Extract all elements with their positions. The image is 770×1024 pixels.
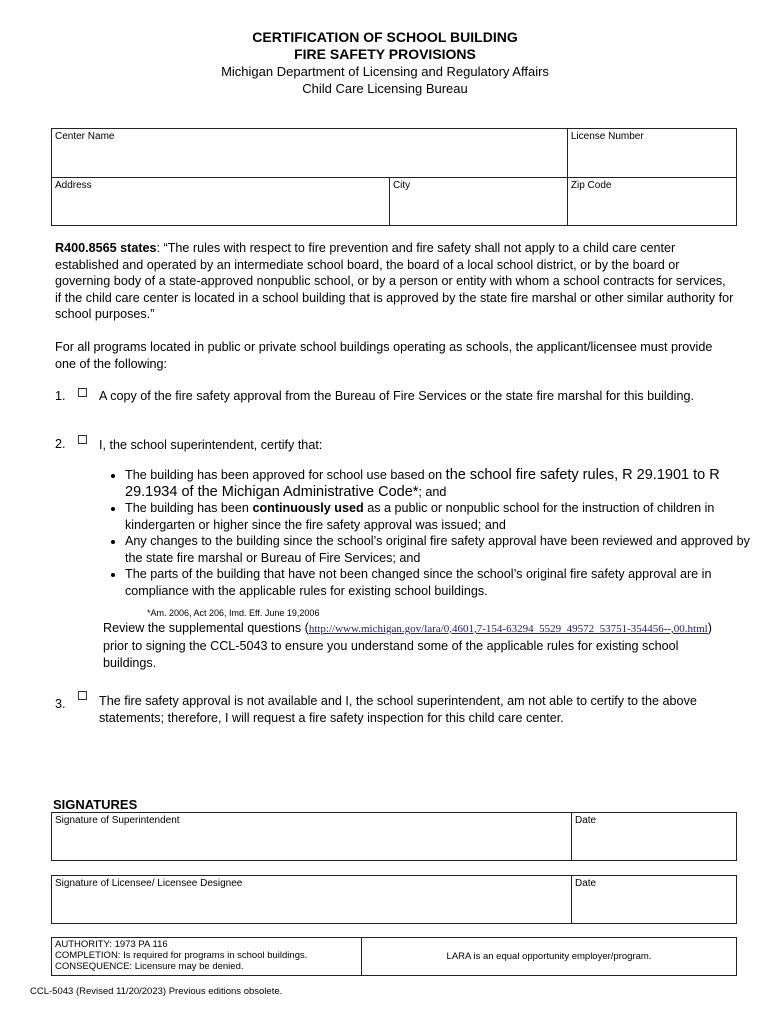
city-field[interactable]	[389, 178, 567, 226]
option-1-number: 1.	[55, 389, 66, 403]
option-2-text: I, the school superintendent, certify that:	[99, 438, 323, 452]
eeo-statement: LARA is an equal opportunity employer/program.	[362, 938, 737, 976]
form-title-line1: CERTIFICATION OF SCHOOL BUILDING	[252, 29, 518, 45]
address-field[interactable]	[52, 178, 390, 226]
option-3-checkbox[interactable]	[78, 691, 87, 700]
consequence-line: CONSEQUENCE: Licensure may be denied.	[55, 961, 244, 972]
authority-cell	[52, 938, 362, 976]
rule-label: R400.8565 states	[55, 241, 157, 255]
option-2-checkbox[interactable]	[78, 435, 87, 444]
form-footer: CCL-5043 (Revised 11/20/2023) Previous editions obsolete.	[30, 986, 283, 997]
license-number-field[interactable]	[567, 129, 736, 178]
zip-code-label: Zip Code	[570, 180, 612, 191]
review-paragraph: Review the supplemental questions (http://www.michigan.gov/lara/0,4601,7-154-63294_5529_49572_53751-354456--,00.html) prior to signing the CCL-5043 to ensure you understand some of the applicable rules for existing school buildings.	[103, 621, 712, 670]
completion-line: COMPLETION: Is required for programs in school buildings.	[55, 950, 308, 961]
bullet-item: • The building has been continuously used as a public or nonpublic school for the instruction of children in kindergarten or higher since the fire safety approval was issued; and	[125, 500, 750, 533]
licensee-date-field[interactable]	[572, 876, 737, 924]
intro-paragraph: For all programs located in public or private school buildings operating as schools, the applicant/licensee must provide one of the following:	[55, 340, 713, 371]
authority-line: AUTHORITY: 1973 PA 116	[55, 939, 168, 950]
bullet-rule-reference: the school fire safety rules, R 29.1901 to R 29.1934 of the Michigan Administrative Code*	[125, 467, 720, 500]
bullet-item: • Any changes to the building since the school’s original fire safety approval have been reviewed and approved by the state fire marshal or Bureau of Fire Services; and	[125, 533, 750, 566]
center-name-label: Center Name	[55, 131, 115, 142]
licensee-signature-field[interactable]	[52, 876, 572, 924]
date-label: Date	[575, 878, 597, 889]
authority-table	[51, 937, 737, 976]
city-label: City	[392, 180, 411, 191]
date-label: Date	[575, 815, 597, 826]
option-3-text: The fire safety approval is not available and I, the school superintendent, am not able to certify to the above statements; therefore, I will request a fire safety inspection for this child care center.	[99, 694, 697, 725]
department-name: Michigan Department of Licensing and Regulatory Affairs	[221, 64, 549, 79]
option-1-checkbox[interactable]	[78, 388, 87, 397]
supplemental-questions-link[interactable]: http://www.michigan.gov/lara/0,4601,7-154-63294_5529_49572_53751-354456--,00.html	[308, 623, 708, 635]
bullet-item: • The parts of the building that have not been changed since the school’s original fire safety approval are in compliance with the applicable rules for existing school buildings.	[125, 566, 750, 599]
superintendent-signature-label: Signature of Superintendent	[55, 815, 180, 826]
center-name-field[interactable]	[52, 129, 568, 178]
address-label: Address	[55, 180, 92, 191]
continuously-used-emphasis: continuously used	[252, 501, 364, 515]
option-1-text: A copy of the fire safety approval from the Bureau of Fire Services or the state fire marshal for this building.	[99, 389, 694, 403]
rule-paragraph	[55, 240, 735, 323]
option-3-number: 3.	[55, 697, 66, 711]
option-2-number: 2.	[55, 437, 66, 451]
superintendent-signature-table	[51, 812, 737, 861]
signatures-heading: SIGNATURES	[53, 797, 138, 812]
licensee-signature-table	[51, 875, 737, 924]
superintendent-date-field[interactable]	[572, 813, 737, 861]
superintendent-signature-field[interactable]	[52, 813, 572, 861]
bullet-item: • The building has been approved for school use based on the school fire safety rules, R 29.1901 to R 29.1934 of the Michigan Administrative Code*; and	[125, 467, 750, 500]
bureau-name: Child Care Licensing Bureau	[302, 81, 468, 96]
zip-code-field[interactable]	[567, 178, 736, 226]
certification-bullet-list	[103, 467, 750, 599]
form-title-line2: FIRE SAFETY PROVISIONS	[294, 46, 476, 62]
license-number-label: License Number	[570, 131, 644, 142]
footnote: *Am. 2006, Act 206, Imd. Eff. June 19,2006	[147, 608, 320, 618]
licensee-signature-label: Signature of Licensee/ Licensee Designee	[55, 878, 243, 889]
center-info-table	[51, 128, 737, 226]
rule-text: : “The rules with respect to fire prevention and fire safety shall not apply to a child care center established and operated by an intermediate school board, the board of a local school district, or by the board or governing body of a state-approved nonpublic school, or by a person or entity with whom a school contracts for services, if the child care center is located in a school building that is approved by the state fire marshal or other similar authority for school purposes.”	[55, 241, 734, 321]
